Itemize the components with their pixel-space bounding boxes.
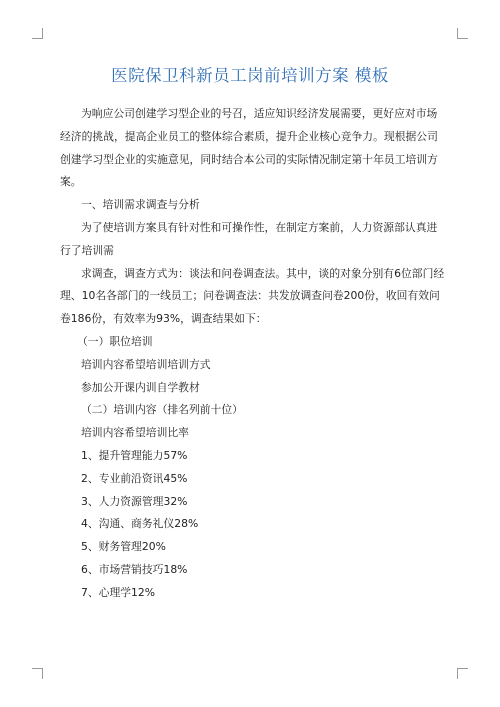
subsection-heading-1: （一）职位培训 xyxy=(77,334,153,348)
list-item: 4、沟通、商务礼仪28% xyxy=(81,517,199,531)
list-item: 7、心理学12% xyxy=(81,585,156,599)
document-title: 医院保卫科新员工岗前培训方案 模板 xyxy=(111,66,389,85)
subsection-heading-2: （二）培训内容（排名列前十位） xyxy=(81,403,243,417)
list-item: 1、提升管理能力57% xyxy=(81,448,188,462)
list-line: 参加公开课内训自学教材 xyxy=(81,380,200,394)
corner-mark-top-left xyxy=(32,28,43,39)
corner-mark-bottom-left xyxy=(32,668,43,679)
survey-paragraph-2: 求调查，调查方式为：谈法和问卷调查法。其中，谈的对象分别有6位部门经理、10名各部门的一线员工；问卷调查法：共发放调查问卷200份，收回有效问卷186份，有效率为93%，调查结果如下： xyxy=(60,266,445,326)
corner-mark-top-right xyxy=(457,28,468,39)
list-item: 5、财务管理20% xyxy=(81,540,166,554)
list-item: 2、专业前沿资讯45% xyxy=(81,471,188,485)
section-heading-1: 一、培训需求调查与分析 xyxy=(81,198,200,212)
list-line: 培训内容希望培训培训方式 xyxy=(81,357,211,371)
list-item: 6、市场营销技巧18% xyxy=(81,562,188,576)
list-item: 3、人力资源管理32% xyxy=(81,494,188,508)
list-line: 培训内容希望培训比率 xyxy=(81,426,189,440)
intro-paragraph: 为响应公司创建学习型企业的号召，适应知识经济发展需要，更好应对市场经济的挑战，提高企业员工的整体综合素质，提升企业核心竞争力。现根据公司创建学习型企业的实施意见，同时结合本公司的实际情况制定第十年员工培训方案。 xyxy=(60,107,438,189)
survey-paragraph-1: 为了使培训方案具有针对性和可操作性，在制定方案前，人力资源部认真进行了培训需 xyxy=(60,220,438,257)
document-body xyxy=(60,103,445,605)
corner-mark-bottom-right xyxy=(457,668,468,679)
